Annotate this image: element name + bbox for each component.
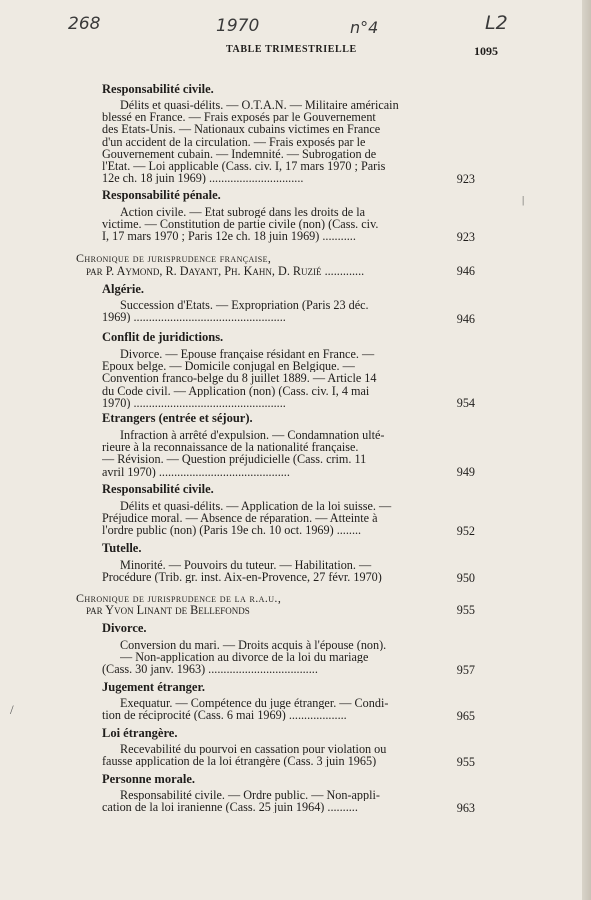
margin-mark: | [522,194,525,206]
entry-line: Responsabilité civile. — Ordre public. — Non-appli- [120,789,380,802]
entry-line: Epoux belge. — Domicile conjugal en Belgique. — [102,360,355,373]
entry-line: Conversion du mari. — Droits acquis à l'épouse (non). [120,639,387,652]
entry-line: Exequatur. — Compétence du juge étranger. — Condi- [120,697,389,710]
section-heading: Responsabilité civile. [102,82,214,96]
chronique-title: Chronique de jurisprudence française, [76,251,272,265]
page-reference: 923 [456,172,475,186]
page-reference: 949 [456,465,475,479]
entry-line: Convention franco-belge du 8 juillet 1889. — Article 14 [102,372,377,385]
entry-line: Divorce. — Epouse française résidant en France. — [120,348,375,361]
entry-line: Infraction à arrêté d'expulsion. — Condamnation ulté- [120,429,385,442]
section-heading: Conflit de juridictions. [102,330,224,344]
page-reference: 955 [456,603,475,617]
entry-line: I, 17 mars 1970 ; Paris 12e ch. 18 juin 1969) ........... [102,230,356,243]
handwritten-note-right: L2 [485,12,508,34]
section-heading: Responsabilité civile. [102,482,214,496]
entry-line: Procédure (Trib. gr. inst. Aix-en-Provence, 27 févr. 1970) [102,571,382,584]
page-reference: 950 [456,571,475,585]
entry-line: Minorité. — Pouvoirs du tuteur. — Habilitation. — [120,559,372,572]
entry-line: l'Etat. — Loi applicable (Cass. civ. I, 17 mars 1970 ; Paris [102,160,386,173]
entry-line: du Code civil. — Application (non) (Cass. civ. I, 4 mai [102,384,370,397]
entry-line: Action civile. — Etat subrogé dans les droits de la [120,206,366,219]
page-reference: 952 [456,524,475,538]
handwritten-note-number: n°4 [350,18,379,37]
entry-line: victime. — Constitution de partie civile (non) (Cass. civ. [102,218,379,231]
page-number: 1095 [474,44,498,58]
page-reference: 963 [456,801,475,815]
entry-text [102,348,462,410]
section-heading: Personne morale. [102,772,196,786]
entry-line: Succession d'Etats. — Expropriation (Paris 23 déc. [120,299,369,312]
section-heading: Divorce. [102,621,147,635]
entry-line: 1970) .................................................. [102,396,286,410]
page-edge [582,0,591,900]
entry-text [102,206,462,243]
entry-line: avril 1970) ........................................... [102,465,290,478]
entry-line: tion de réciprocité (Cass. 6 mai 1969) ................... [102,709,347,722]
entry-line: — Révision. — Question préjudicielle (Cass. crim. 11 [102,453,367,466]
handwritten-note-year: 1970 [216,16,260,36]
entry-line: Préjudice moral. — Absence de réparation. — Atteinte à [102,512,378,525]
section-heading: Algérie. [102,282,144,296]
entry-line: — Non-application au divorce de la loi du mariage [120,651,369,664]
chronique-title: Chronique de jurisprudence de la r.a.u., [76,591,282,605]
running-title: TABLE TRIMESTRIELLE [226,44,357,55]
entry-line: cation de la loi iranienne (Cass. 25 juin 1964) .......... [102,801,358,814]
entry-text [102,500,462,537]
entry-line: blessé en France. — Frais exposés par le Gouvernement [102,111,376,124]
entry-line: 1969) .................................................. [102,311,286,324]
entry-text [102,429,462,478]
page-reference: 954 [456,396,475,410]
page-reference: 946 [456,264,475,278]
chronique-authors: par P. Aymond, R. Dayant, Ph. Kahn, D. Ruzié ............. [86,264,365,278]
entry-line: fausse application de la loi étrangère (Cass. 3 juin 1965) [102,755,377,768]
entry-text [102,639,462,676]
entry-text [102,99,462,185]
margin-mark: / [10,702,14,717]
page-reference: 957 [456,663,475,677]
entry-text [102,559,462,584]
entry-line: Délits et quasi-délits. — O.T.A.N. — Militaire américain [120,99,399,112]
entry-line: 12e ch. 18 juin 1969) ............................... [102,172,304,185]
entry-line: Délits et quasi-délits. — Application de la loi suisse. — [120,500,392,513]
section-heading: Responsabilité pénale. [102,188,221,202]
entry-line: d'un accident de la circulation. — Frais exposés par le [102,135,366,148]
handwritten-note-left: 268 [68,14,101,34]
entry-text [102,697,462,722]
entry-text [102,299,462,324]
entry-line: Recevabilité du pourvoi en cassation pour violation ou [120,743,387,756]
entry-line: l'ordre public (non) (Paris 19e ch. 10 oct. 1969) ........ [102,524,362,537]
chronique-authors: par Yvon Linant de Bellefonds [86,603,250,617]
entry-line: (Cass. 30 janv. 1963) .................................... [102,663,318,676]
page-reference: 923 [456,230,475,244]
section-heading: Jugement étranger. [102,680,205,694]
section-heading: Loi étrangère. [102,726,178,740]
entry-text [102,743,462,768]
entry-line: des Etats-Unis. — Nationaux cubains victimes en France [102,123,381,136]
entry-line: Gouvernement cubain. — Indemnité. — Subrogation de [102,147,377,161]
page-reference: 955 [456,755,475,769]
section-heading: Tutelle. [102,541,142,555]
page-reference: 946 [456,312,475,326]
entry-line: rieure à la reconnaissance de la nationalité française. [102,441,359,454]
page-reference: 965 [456,709,475,723]
section-heading: Etrangers (entrée et séjour). [102,411,253,425]
entry-text [102,789,462,814]
